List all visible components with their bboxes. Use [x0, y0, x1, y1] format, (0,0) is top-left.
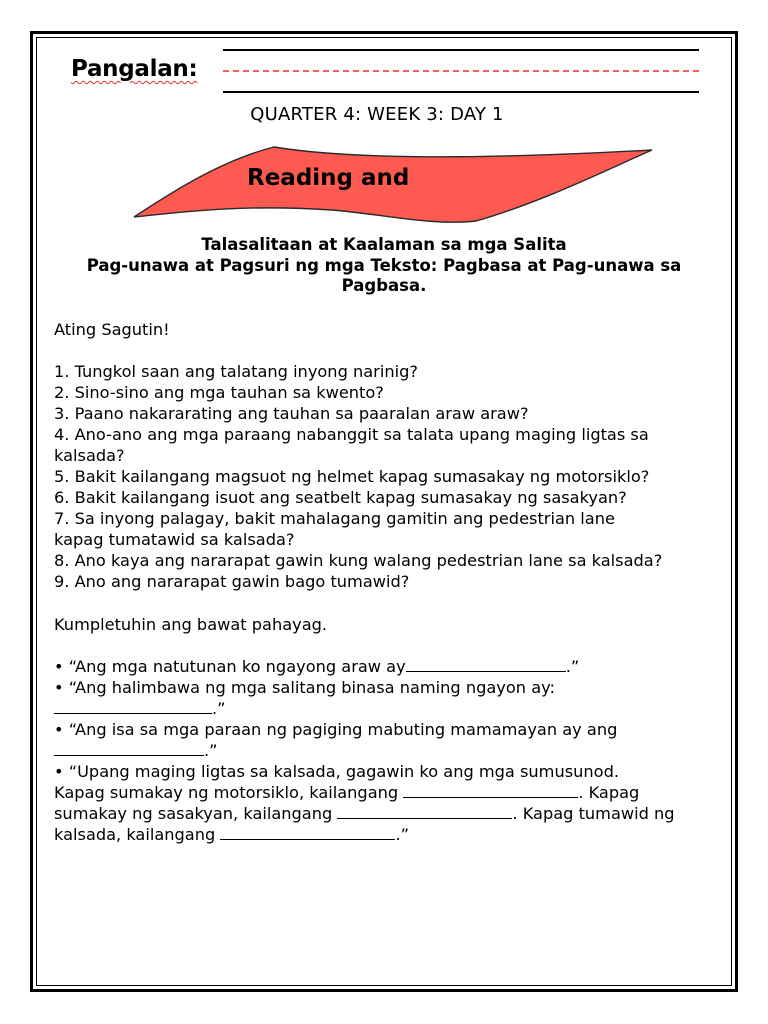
- answer-blank[interactable]: [54, 699, 212, 714]
- question-line: kapag tumatawid sa kalsada?: [54, 530, 295, 549]
- question-line: 1. Tungkol saan ang talatang inyong narinig?: [54, 362, 418, 381]
- statement-text: sumakay ng sasakyan, kailangang: [54, 804, 333, 823]
- statement-text: kalsada, kailangang: [54, 825, 216, 844]
- statement-text: .”: [565, 657, 580, 676]
- statement-text: • “Ang mga natutunan ko ngayong araw ay: [54, 657, 406, 676]
- quarter-text: QUARTER 4: WEEK 3: DAY 1: [250, 104, 504, 125]
- name-line-bottom: [223, 91, 699, 93]
- heading-line-1: Talasalitaan at Kaalaman sa mga Salita: [201, 235, 567, 254]
- statement-text: Kapag sumakay ng motorsiklo, kailangang: [54, 783, 399, 802]
- question-line: 7. Sa inyong palagay, bakit mahalagang gamitin ang pedestrian lane: [54, 509, 615, 528]
- answer-blank[interactable]: [403, 783, 578, 798]
- statement-2: [54, 677, 724, 698]
- question-line: 6. Bakit kailangang isuot ang seatbelt kapag sumasakay ng sasakyan?: [54, 488, 627, 507]
- statement-text: . Kapag tumawid ng: [512, 804, 675, 823]
- question-line: 9. Ano ang nararapat gawin bago tumawid?: [54, 572, 410, 591]
- heading-line-2b: Pagbasa.: [341, 276, 427, 295]
- complete-instruction: Kumpletuhin ang bawat pahayag.: [54, 615, 328, 634]
- heading-line-2a: Pag-unawa at Pagsuri ng mga Teksto: Pagbasa at Pag-unawa sa: [86, 256, 682, 275]
- statement-list: [54, 656, 724, 845]
- question-line: kalsada?: [54, 446, 125, 465]
- answer-blank[interactable]: [406, 657, 566, 672]
- question-list: [54, 361, 724, 592]
- banner-title: Reading and: [247, 165, 410, 191]
- statement-4-line4: [54, 824, 724, 845]
- intro-text: Ating Sagutin!: [54, 320, 170, 339]
- statement-3: [54, 719, 724, 740]
- statement-2-cont: [54, 698, 724, 719]
- question-line: 5. Bakit kailangang magsuot ng helmet kapag sumasakay ng motorsiklo?: [54, 467, 650, 486]
- question-line: 8. Ano kaya ang nararapat gawin kung walang pedestrian lane sa kalsada?: [54, 551, 663, 570]
- statement-text: • “Ang halimbawa ng mga salitang binasa naming ngayon ay:: [54, 678, 555, 697]
- statement-text: . Kapag: [578, 783, 640, 802]
- statement-text: .”: [395, 825, 409, 844]
- statement-text: .”: [212, 699, 226, 718]
- statement-1: [54, 656, 724, 677]
- heading-line-2: [40, 256, 728, 296]
- statement-4-line3: [54, 803, 724, 824]
- name-line-top: [223, 49, 699, 51]
- statement-3-cont: [54, 740, 724, 761]
- statement-4-line2: [54, 782, 724, 803]
- question-line: 2. Sino-sino ang mga tauhan sa kwento?: [54, 383, 384, 402]
- question-line: 4. Ano-ano ang mga paraang nabanggit sa talata upang maging ligtas sa: [54, 425, 649, 444]
- name-line-dashed: [223, 70, 699, 72]
- statement-4: [54, 761, 724, 782]
- question-line: 3. Paano nakararating ang tauhan sa paaralan araw araw?: [54, 404, 529, 423]
- statement-text: .”: [204, 741, 218, 760]
- answer-blank[interactable]: [54, 741, 204, 756]
- quarter-heading: [0, 104, 768, 125]
- answer-blank[interactable]: [337, 804, 512, 819]
- answer-blank[interactable]: [220, 825, 395, 840]
- statement-text: • “Upang maging ligtas sa kalsada, gagawin ko ang mga sumusunod.: [54, 762, 619, 781]
- name-label: Pangalan:: [71, 56, 198, 82]
- statement-text: • “Ang isa sa mga paraan ng pagiging mabuting mamamayan ay ang: [54, 720, 618, 739]
